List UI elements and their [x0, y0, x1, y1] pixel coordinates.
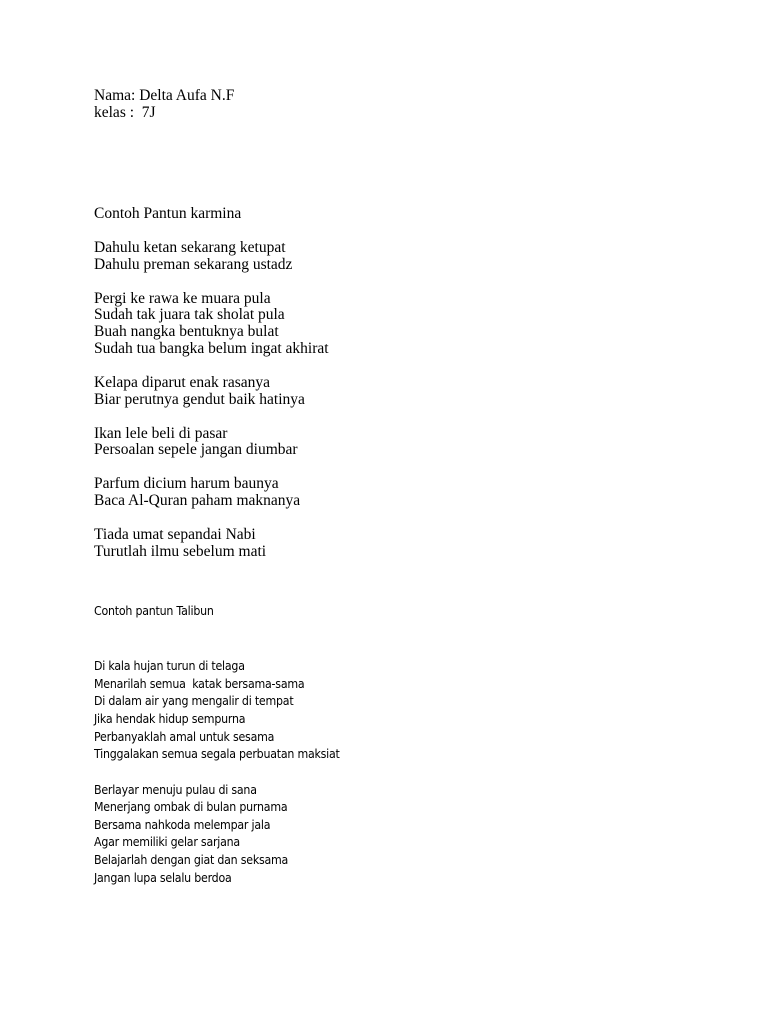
talibun-line: Menerjang ombak di bulan purnama — [94, 800, 288, 814]
karmina-line: Tiada umat sepandai Nabi — [94, 526, 256, 543]
talibun-line: Belajarlah dengan giat dan seksama — [94, 853, 289, 867]
karmina-line: Dahulu ketan sekarang ketupat — [94, 239, 286, 256]
karmina-line: Kelapa diparut enak rasanya — [94, 374, 271, 391]
talibun-line: Bersama nahkoda melempar jala — [94, 818, 271, 832]
karmina-line: Turutlah ilmu sebelum mati — [94, 543, 267, 560]
talibun-line: Perbanyaklah amal untuk sesama — [94, 730, 275, 744]
karmina-title: Contoh Pantun karmina — [94, 205, 242, 222]
talibun-title: Contoh pantun Talibun — [94, 604, 214, 618]
karmina-line: Ikan lele beli di pasar — [94, 425, 228, 442]
karmina-line: Parfum dicium harum baunya — [94, 475, 279, 492]
karmina-line: Pergi ke rawa ke muara pula — [94, 290, 271, 307]
talibun-line: Berlayar menuju pulau di sana — [94, 783, 257, 797]
student-name: Nama: Delta Aufa N.F — [94, 87, 235, 104]
student-class: kelas : 7J — [94, 104, 156, 121]
talibun-line: Jika hendak hidup sempurna — [94, 712, 246, 726]
karmina-line: Buah nangka bentuknya bulat — [94, 323, 279, 340]
karmina-line: Dahulu preman sekarang ustadz — [94, 256, 293, 273]
talibun-line: Menarilah semua katak bersama-sama — [94, 677, 305, 691]
karmina-line: Biar perutnya gendut baik hatinya — [94, 391, 305, 408]
talibun-line: Jangan lupa selalu berdoa — [94, 871, 232, 885]
karmina-line: Baca Al-Quran paham maknanya — [94, 492, 301, 509]
karmina-line: Persoalan sepele jangan diumbar — [94, 441, 298, 458]
karmina-line: Sudah tak juara tak sholat pula — [94, 306, 285, 323]
talibun-line: Agar memiliki gelar sarjana — [94, 835, 240, 849]
talibun-line: Di kala hujan turun di telaga — [94, 659, 245, 673]
karmina-line: Sudah tua bangka belum ingat akhirat — [94, 340, 329, 357]
talibun-line: Tinggalakan semua segala perbuatan maksiat — [94, 747, 340, 761]
talibun-line: Di dalam air yang mengalir di tempat — [94, 694, 294, 708]
